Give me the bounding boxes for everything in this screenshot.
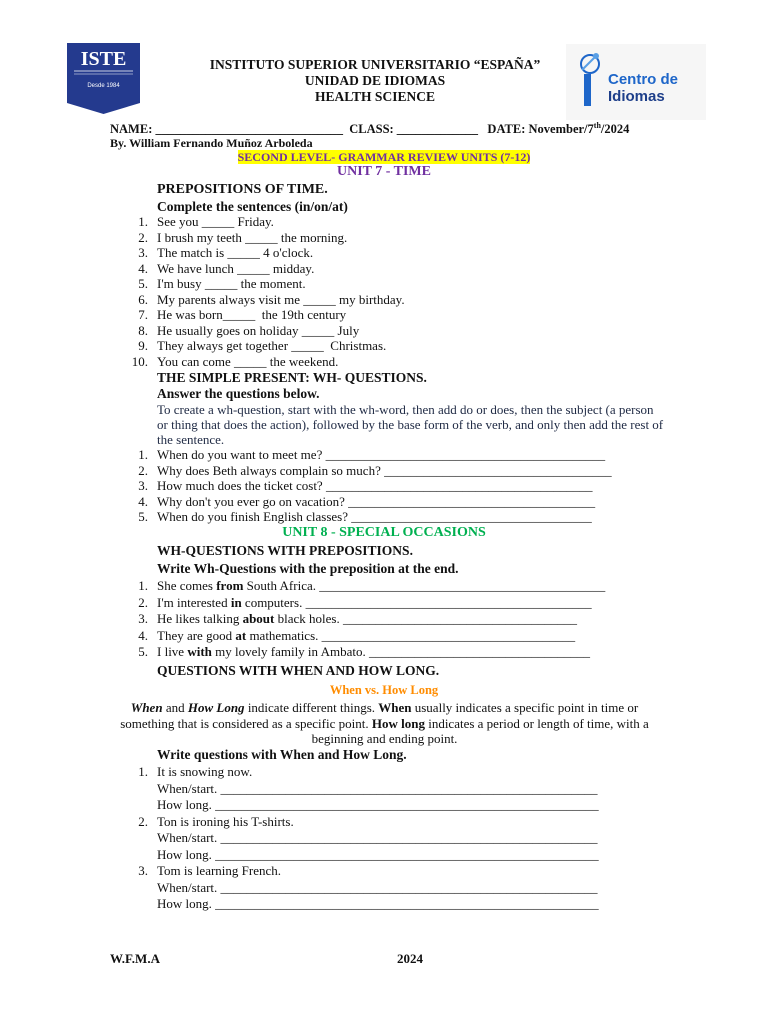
expl-text-1: and	[162, 700, 188, 715]
author-line: By. William Fernando Muñoz Arboleda	[110, 136, 313, 150]
student-info-line	[110, 121, 629, 137]
when-howlong-heading: QUESTIONS WITH WHEN AND HOW LONG.	[157, 663, 440, 678]
item-number: 5.	[138, 644, 148, 659]
wh-explanation: To create a wh-question, start with the wh-word, then add do or does, then the subject (a person or thing that does the action), followed by the base form of the verb, and only then add the rest of the sentence.	[157, 402, 664, 447]
wh-instruction: Answer the questions below.	[157, 386, 320, 401]
item-number: 1.	[138, 214, 148, 229]
item-preposition: from	[216, 578, 244, 593]
item-number: 7.	[138, 307, 148, 322]
item-preposition: about	[242, 611, 275, 626]
prepositions-heading: PREPOSITIONS OF TIME.	[157, 182, 328, 197]
item-text	[157, 611, 577, 627]
item-number: 3.	[138, 863, 148, 878]
item-text-end: mathematics. _______________________________________	[246, 627, 576, 643]
item-text-end: computers. ____________________________________________	[241, 594, 592, 610]
item-number: 2.	[138, 813, 148, 829]
expl-howlong-1: How Long	[187, 700, 245, 715]
iste-logo	[66, 43, 141, 115]
wh-prep-instruction: Write Wh-Questions with the preposition at the end.	[157, 561, 459, 576]
item-text-start: I live	[157, 644, 188, 659]
review-title	[0, 150, 768, 165]
review-title-text: SECOND LEVEL- GRAMMAR REVIEW UNITS (7-12)	[237, 150, 531, 164]
item-number: 9.	[138, 338, 148, 353]
item-text: My parents always visit me _____ my birthday.	[157, 291, 405, 307]
item-text	[157, 628, 575, 644]
howlong-answer: How long. ___________________________________________________________	[157, 846, 599, 862]
iste-logo-since: Desde 1984	[87, 83, 120, 89]
item-text: I brush my teeth _____ the morning.	[157, 229, 348, 245]
item-preposition: with	[187, 644, 212, 659]
item-number: 3.	[138, 478, 148, 493]
item-number: 5.	[138, 509, 148, 524]
item-number: 10.	[131, 353, 148, 369]
item-text-start: He likes talking	[157, 611, 243, 626]
iste-logo-text: ISTE	[80, 48, 127, 70]
item-text: When do you want to meet me? ___________________________________________	[157, 447, 606, 462]
item-text: How much does the ticket cost? _________________________________________	[157, 478, 593, 493]
item-number: 1.	[138, 578, 148, 593]
when-start-answer: When/start. __________________________________________________________	[157, 830, 598, 845]
item-number: 2.	[138, 462, 148, 478]
item-text: They always get together _____ Christmas.	[157, 338, 387, 353]
expl-when-1: When	[130, 700, 163, 715]
item-text	[157, 595, 592, 611]
item-number: 4.	[138, 260, 148, 276]
item-text	[157, 644, 590, 660]
cdi-logo-line2: Idiomas	[608, 88, 665, 105]
item-sentence: Ton is ironing his T-shirts.	[157, 813, 294, 829]
item-number: 3.	[138, 611, 148, 626]
wh-prep-heading: WH-QUESTIONS WITH PREPOSITIONS.	[157, 543, 413, 558]
item-text: We have lunch _____ midday.	[157, 260, 315, 276]
item-preposition: at	[235, 627, 247, 643]
item-number: 1.	[138, 447, 148, 462]
when-start-answer: When/start. __________________________________________________________	[157, 780, 598, 796]
item-text: He was born_____ the 19th century	[157, 307, 347, 322]
date-suffix: th	[593, 121, 601, 130]
when-howlong-instruction: Write questions with When and How Long.	[157, 747, 407, 762]
item-text-start: I'm interested	[157, 594, 231, 610]
unit8-title: UNIT 8 - SPECIAL OCCASIONS	[282, 525, 486, 540]
item-number: 2.	[138, 229, 148, 245]
item-text: Why does Beth always complain so much? ___________________________________	[157, 462, 612, 478]
name-class-date: NAME: ______________________________ CLASS: _____________ DATE: November/7	[110, 122, 594, 137]
item-text: He usually goes on holiday _____ July	[157, 322, 360, 338]
item-text: I'm busy _____ the moment.	[157, 276, 306, 291]
item-text: The match is _____ 4 o'clock.	[157, 245, 314, 260]
footer-year: 2024	[397, 951, 423, 966]
item-number: 4.	[138, 493, 148, 509]
institution-name: INSTITUTO SUPERIOR UNIVERSITARIO “ESPAÑA”	[209, 57, 541, 72]
item-text: You can come _____ the weekend.	[157, 353, 339, 369]
expl-text-4: indicates a period or length of time, with a beginning and ending point.	[311, 715, 649, 746]
unit-name: UNIDAD DE IDIOMAS	[304, 73, 446, 88]
item-text-start: She comes	[157, 578, 217, 593]
cdi-logo-line1: Centro de	[608, 71, 679, 88]
prepositions-instruction: Complete the sentences (in/on/at)	[157, 199, 348, 214]
when-howlong-explanation	[112, 700, 657, 747]
item-text-end: black holes. ____________________________________	[274, 611, 577, 626]
when-start-answer: When/start. __________________________________________________________	[157, 879, 598, 895]
item-number: 4.	[138, 627, 148, 643]
item-number: 3.	[138, 245, 148, 260]
footer-initials: W.F.M.A	[110, 951, 160, 966]
item-text: Why don't you ever go on vacation? ______________________________________	[157, 493, 596, 509]
item-number: 5.	[138, 276, 148, 291]
expl-text-2: indicate different things.	[244, 700, 379, 715]
item-sentence: It is snowing now.	[157, 764, 253, 779]
expl-howlong-2: How long	[371, 715, 425, 731]
item-number: 2.	[138, 594, 148, 610]
item-text-end: my lovely family in Ambato. __________________________________	[211, 644, 590, 659]
item-text: See you _____ Friday.	[157, 214, 274, 229]
date-year: /2024	[600, 122, 630, 137]
item-text-start: They are good	[157, 627, 236, 643]
item-text	[157, 578, 605, 594]
expl-when-2: When	[378, 700, 412, 715]
when-vs-howlong-subtitle: When vs. How Long	[329, 683, 439, 697]
item-number: 1.	[138, 764, 148, 779]
item-text-end: South Africa. ____________________________________________	[243, 578, 606, 593]
item-sentence: Tom is learning French.	[157, 863, 282, 878]
item-number: 6.	[138, 291, 148, 307]
centro-de-idiomas-logo	[566, 44, 706, 120]
howlong-answer: How long. ___________________________________________________________	[157, 797, 599, 812]
program-name: HEALTH SCIENCE	[315, 89, 435, 104]
expl-text-3: usually indicates a specific point in time or something that is considered as a specific point.	[120, 700, 639, 731]
item-preposition: in	[230, 594, 242, 610]
item-text: When do you finish English classes? _____________________________________	[157, 509, 592, 524]
unit7-title: UNIT 7 - TIME	[336, 164, 431, 179]
item-number: 8.	[138, 322, 148, 338]
howlong-answer: How long. ___________________________________________________________	[157, 896, 599, 911]
wh-heading: THE SIMPLE PRESENT: WH- QUESTIONS.	[157, 370, 427, 385]
